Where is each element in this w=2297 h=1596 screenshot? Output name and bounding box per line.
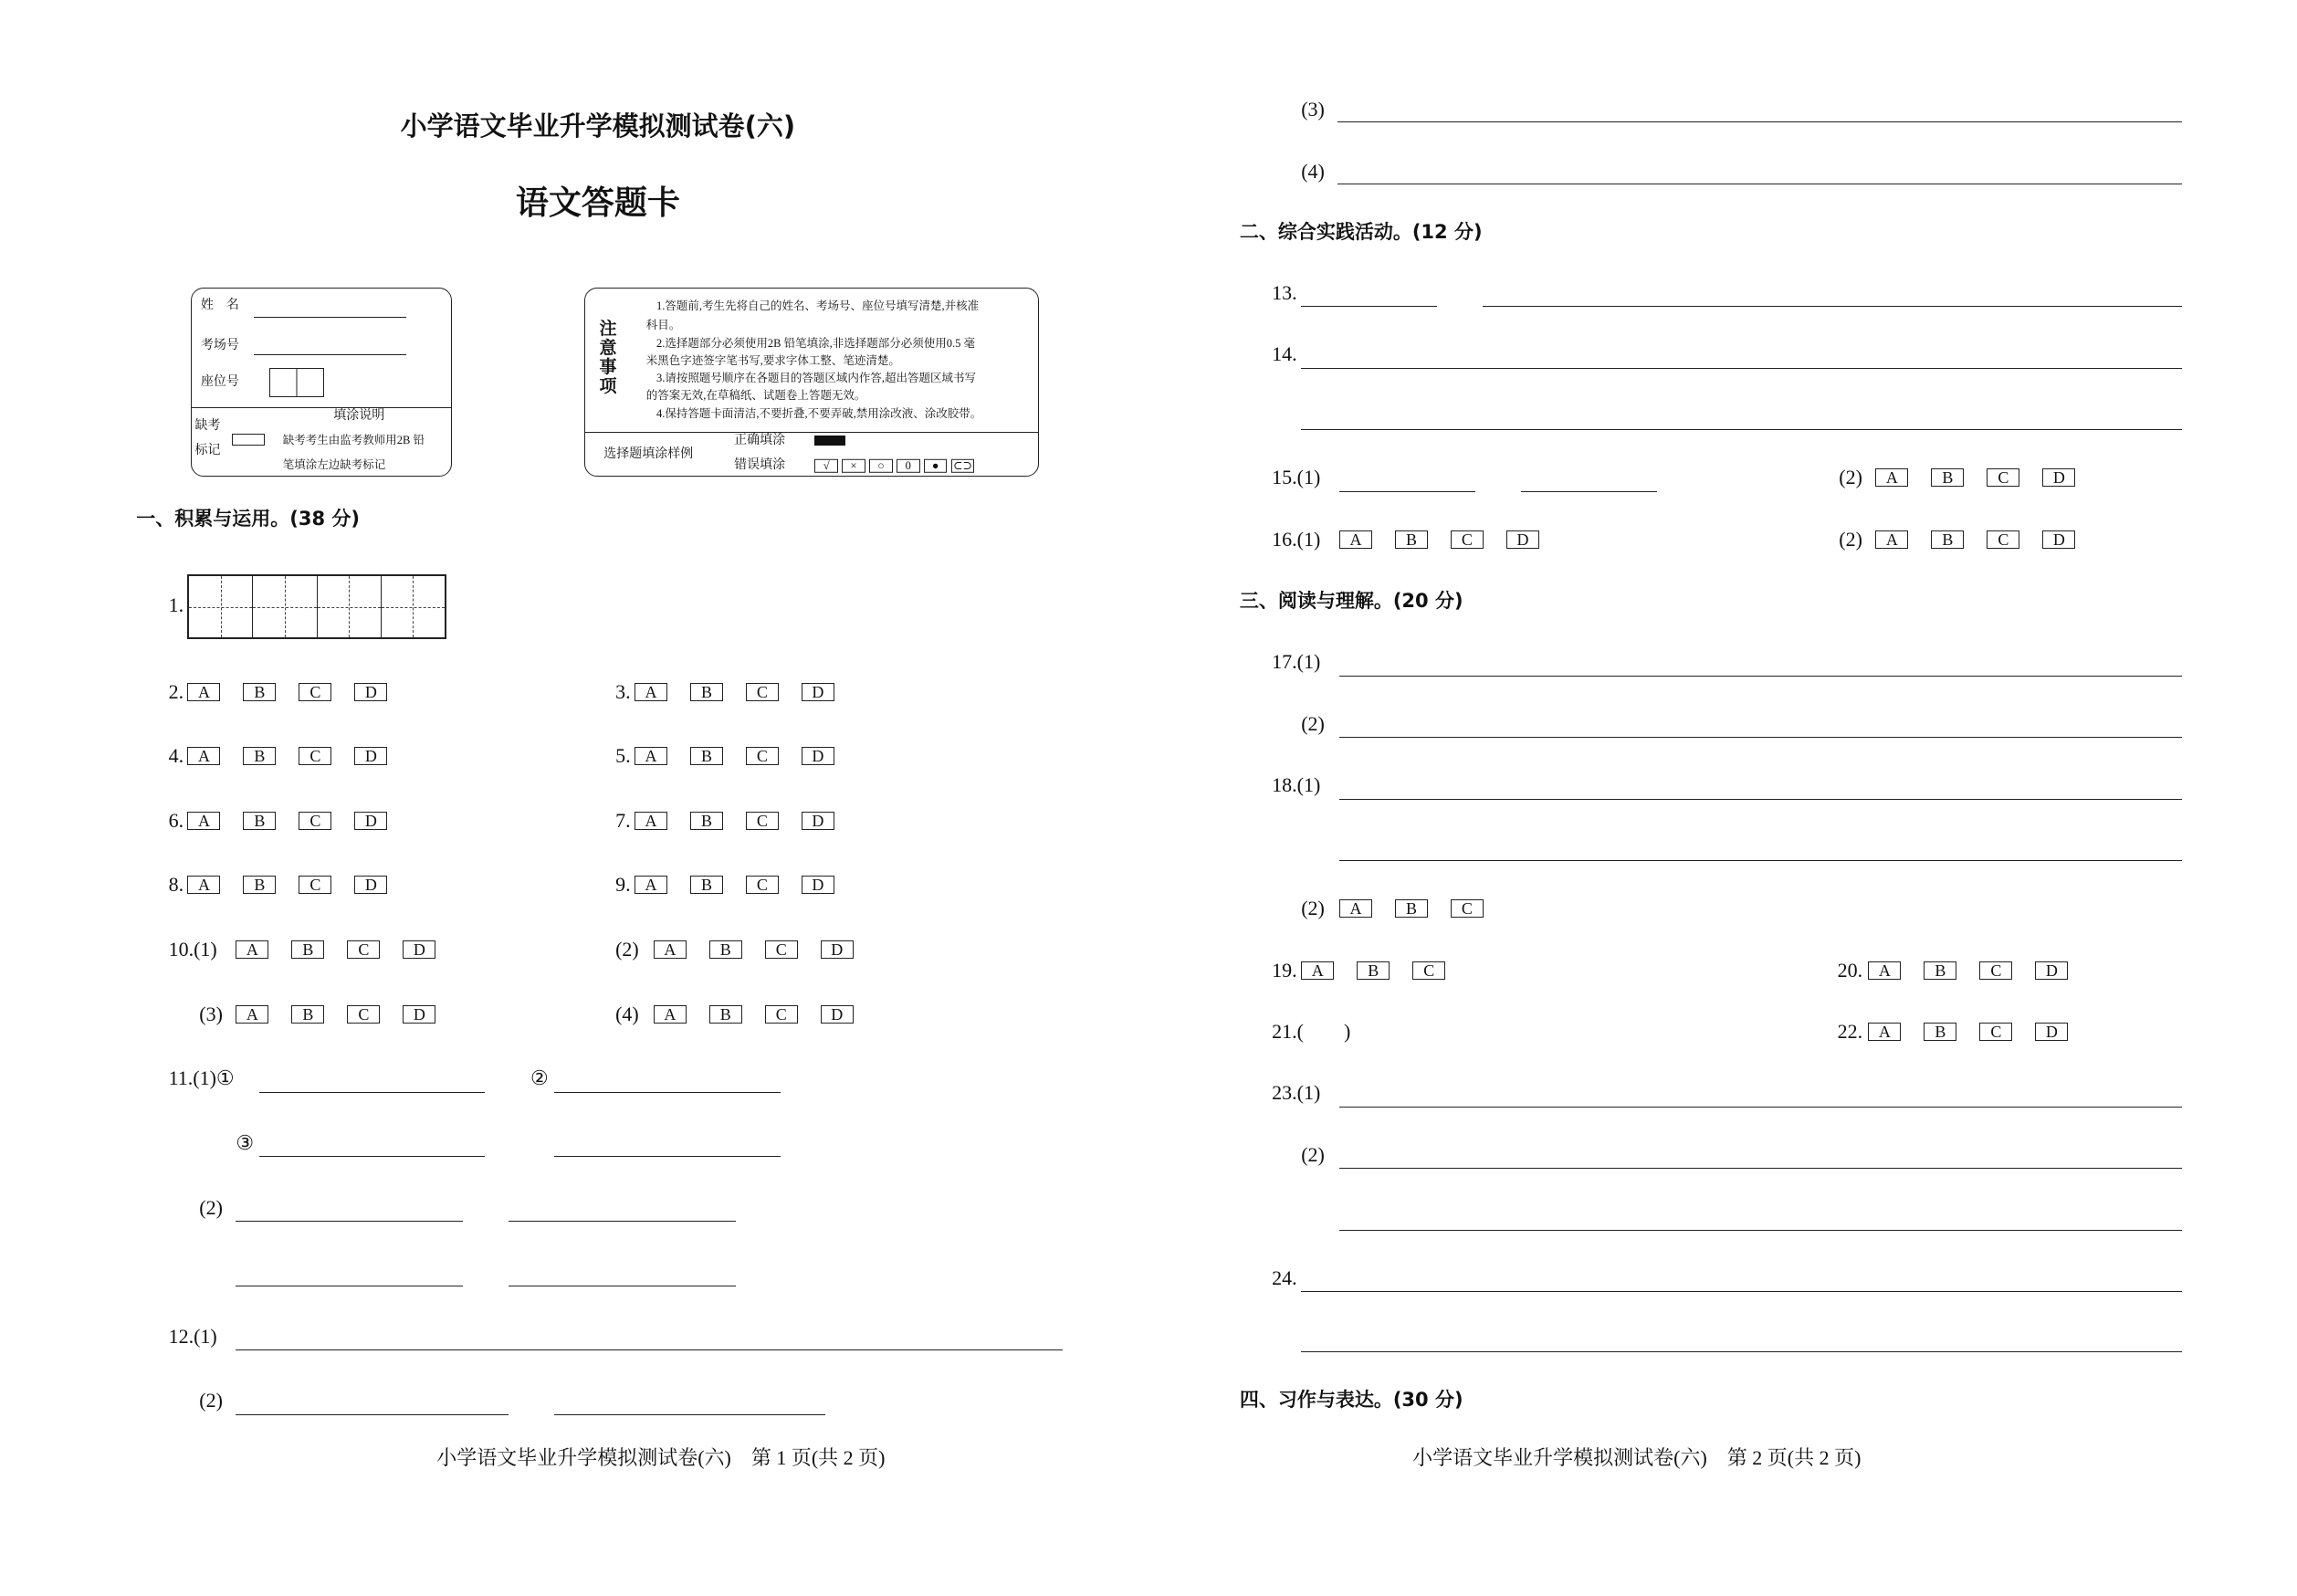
wrong-fill-mark: 0 [897,459,920,472]
option-a[interactable]: A [1875,530,1908,549]
option-d[interactable]: D [802,747,834,765]
section-heading-4: 四、习作与表达。(30 分) [1239,1388,1463,1411]
notice-heading: 注意事项 [599,319,617,396]
answer-line[interactable] [236,1221,463,1222]
answer-line[interactable] [259,1156,485,1157]
q7-label: 7. [615,808,631,832]
answer-line[interactable] [1339,799,2182,800]
section-heading-1: 一、积累与运用。(38 分) [136,508,360,530]
q12-1-label: 12.(1) [168,1324,217,1348]
notice-line: 2.选择题部分必须使用2B 铅笔填涂,非选择题部分必须使用0.5 毫 [656,336,975,350]
q10-2-label: (2) [615,938,639,961]
option-b[interactable]: B [690,747,723,765]
q1-label: 1. [168,593,184,616]
answer-line[interactable] [1339,860,2182,861]
q11-circle2-label: ② [530,1066,549,1090]
option-d[interactable]: D [821,1005,854,1024]
section-heading-2: 二、综合实践活动。(12 分) [1239,220,1483,243]
option-a[interactable]: A [187,812,220,830]
seat-number-box[interactable] [269,368,323,397]
option-a[interactable]: A [1339,899,1372,918]
q22-label: 22. [1837,1019,1863,1043]
q14-label: 14. [1272,342,1297,366]
exam-room-label: 考场号 [200,338,239,352]
grid-cell[interactable] [253,576,317,637]
option-c[interactable]: C [1412,961,1445,980]
fill-instructions-title: 填涂说明 [333,408,385,423]
option-c[interactable]: C [299,812,331,830]
option-d[interactable]: D [802,876,834,894]
option-d[interactable]: D [354,876,387,894]
answer-line[interactable] [554,1092,781,1093]
option-b[interactable]: B [243,876,276,894]
option-d[interactable]: D [354,747,387,765]
answer-line[interactable] [1301,429,2182,430]
q16-2-label: (2) [1839,527,1862,551]
option-d[interactable]: D [354,683,387,701]
answer-line[interactable] [1339,737,2182,738]
option-a[interactable]: A [236,1005,268,1024]
notice-line: 3.请按照题号顺序在各题目的答题区域内作答,超出答题区域书写 [656,372,977,385]
option-b[interactable]: B [1924,1023,1956,1041]
option-b[interactable]: B [1395,899,1428,918]
q11-1-label: 11.(1)① [168,1066,235,1090]
name-field[interactable] [254,317,406,318]
option-c[interactable]: C [347,1005,380,1024]
answer-line[interactable] [554,1414,825,1415]
answer-line[interactable] [1339,1107,2182,1108]
page-title: 小学语文毕业升学模拟测试卷(六) [400,110,796,142]
option-b[interactable]: B [709,1005,742,1024]
absent-note: 笔填涂左边缺考标记 [282,457,386,471]
wrong-fill-mark: ⊂⊃ [951,459,975,472]
q11-circle3-label: ③ [236,1130,255,1154]
option-a[interactable]: A [1875,468,1908,487]
answer-line[interactable] [1339,491,1475,492]
option-d[interactable]: D [802,812,834,830]
option-a[interactable]: A [236,940,268,959]
q3-label: 3. [615,679,631,703]
wrong-fill-label: 错误填涂 [734,458,786,473]
answer-line[interactable] [509,1221,736,1222]
q12-2-label: (2) [199,1389,223,1412]
option-c[interactable]: C [1979,961,2012,980]
q24-label: 24. [1272,1265,1297,1289]
option-c[interactable]: C [1979,1023,2012,1041]
correct-fill-mark [814,436,845,446]
q2-label: 2. [168,679,184,703]
notice-line: 米黑色字迹签字笔书写,要求字体工整、笔迹清楚。 [645,353,900,367]
absent-mark-box[interactable] [232,434,266,446]
option-c[interactable]: C [299,876,331,894]
q15-1-label: 15.(1) [1272,466,1321,489]
q23-2-label: (2) [1301,1142,1325,1166]
option-b[interactable]: B [1931,468,1964,487]
answer-line[interactable] [1339,1168,2182,1169]
absent-note: 缺考考生由监考教师用2B 铅 [282,433,425,446]
option-a[interactable]: A [187,747,220,765]
option-d[interactable]: D [821,940,854,959]
q4-label: 4. [168,744,184,768]
card-title: 语文答题卡 [515,184,680,223]
wrong-fill-mark: × [842,459,865,472]
answer-line[interactable] [236,1349,1062,1350]
option-c[interactable]: C [1987,468,2019,487]
q10-3-label: (3) [199,1002,223,1025]
option-a[interactable]: A [1339,530,1372,549]
q9-label: 9. [615,873,631,897]
option-d[interactable]: D [2035,961,2068,980]
option-a[interactable]: A [654,940,687,959]
q19-label: 19. [1272,958,1297,982]
name-label: 姓 名 [200,299,239,313]
q17-1-label: 17.(1) [1272,650,1321,674]
option-b[interactable]: B [1931,530,1964,549]
q18-2-label: (2) [1301,897,1325,920]
answer-line[interactable] [1301,1351,2182,1352]
option-c[interactable]: C [746,812,779,830]
option-d[interactable]: D [403,940,435,959]
option-a[interactable]: A [635,747,667,765]
info-divider [191,407,452,408]
option-b[interactable]: B [690,683,723,701]
q21-label: 21.( ) [1272,1019,1351,1043]
option-c[interactable]: C [1987,530,2019,549]
q20-label: 20. [1837,958,1863,982]
answer-line[interactable] [1337,121,2181,122]
option-a[interactable]: A [1868,961,1901,980]
correct-fill-label: 正确填涂 [734,434,786,448]
answer-line[interactable] [1521,491,1657,492]
answer-line[interactable] [236,1414,509,1415]
notice-divider [584,432,1039,433]
q1-character-grid[interactable] [187,574,446,639]
fill-example-label: 选择题填涂样例 [603,446,694,461]
option-c[interactable]: C [1451,530,1484,549]
q18-1-label: 18.(1) [1272,773,1321,797]
notice-line: 1.答题前,考生先将自己的姓名、考场号、座位号填写清楚,并核准 [656,299,980,313]
wrong-fill-mark: ○ [869,459,893,472]
option-b[interactable]: B [243,747,276,765]
q16-1-label: 16.(1) [1272,527,1321,551]
q23-1-label: 23.(1) [1272,1081,1321,1105]
exam-room-field[interactable] [254,354,406,355]
option-c[interactable]: C [299,683,331,701]
option-b[interactable]: B [690,812,723,830]
option-b[interactable]: B [1357,961,1390,980]
option-a[interactable]: A [635,812,667,830]
option-b[interactable]: B [291,1005,324,1024]
option-c[interactable]: C [299,747,331,765]
option-b[interactable]: B [690,876,723,894]
option-c[interactable]: C [746,747,779,765]
seat-label: 座位号 [200,374,239,389]
answer-line[interactable] [554,1156,781,1157]
answer-line[interactable] [1301,1291,2182,1292]
q8-label: 8. [168,873,184,897]
wrong-fill-mark: √ [814,459,838,472]
option-d[interactable]: D [2035,1023,2068,1041]
page-footer-2: 小学语文毕业升学模拟测试卷(六) 第 2 页(共 2 页) [1412,1445,1862,1469]
answer-line[interactable] [1339,1230,2182,1231]
q12-4-label: (4) [1301,159,1325,183]
option-a[interactable]: A [635,876,667,894]
option-d[interactable]: D [403,1005,435,1024]
q6-label: 6. [168,808,184,832]
option-b[interactable]: B [1924,961,1956,980]
option-b[interactable]: B [709,940,742,959]
option-d[interactable]: D [2042,468,2075,487]
option-d[interactable]: D [2042,530,2075,549]
q11-2-label: (2) [199,1195,223,1219]
notice-line: 科目。 [645,319,681,332]
q5-label: 5. [615,744,631,768]
option-a[interactable]: A [635,683,667,701]
option-a[interactable]: A [654,1005,687,1024]
option-a[interactable]: A [1301,961,1334,980]
q13-label: 13. [1272,281,1297,304]
option-c[interactable]: C [746,876,779,894]
answer-line[interactable] [1483,306,2182,307]
answer-line[interactable] [259,1092,485,1093]
wrong-fill-mark: ● [924,459,948,472]
option-a[interactable]: A [187,876,220,894]
option-c[interactable]: C [746,683,779,701]
answer-line[interactable] [1301,306,1437,307]
option-d[interactable]: D [802,683,834,701]
option-b[interactable]: B [1395,530,1428,549]
section-heading-3: 三、阅读与理解。(20 分) [1239,590,1463,613]
q15-2-label: (2) [1839,466,1862,489]
option-b[interactable]: B [243,683,276,701]
option-b[interactable]: B [291,940,324,959]
grid-cell[interactable] [382,576,445,637]
option-d[interactable]: D [1506,530,1539,549]
q10-4-label: (4) [615,1002,639,1025]
option-c[interactable]: C [347,940,380,959]
q12-3-label: (3) [1301,98,1325,121]
notice-line: 4.保持答题卡面清洁,不要折叠,不要弄破,禁用涂改液、涂改胶带。 [656,406,982,420]
answer-line[interactable] [1339,676,2182,677]
absent-label: 缺考 [194,419,221,434]
option-b[interactable]: B [243,812,276,830]
option-c[interactable]: C [765,1005,798,1024]
notice-line: 的答案无效,在草稿纸、试题卷上答题无效。 [645,389,866,403]
q17-2-label: (2) [1301,711,1325,735]
grid-cell[interactable] [318,576,382,637]
answer-line[interactable] [1301,368,2182,369]
absent-label: 标记 [194,444,221,458]
option-d[interactable]: D [354,812,387,830]
option-a[interactable]: A [187,683,220,701]
option-a[interactable]: A [1868,1023,1901,1041]
option-c[interactable]: C [1451,899,1484,918]
grid-cell[interactable] [189,576,253,637]
page-footer-1: 小学语文毕业升学模拟测试卷(六) 第 1 页(共 2 页) [436,1445,886,1469]
option-c[interactable]: C [765,940,798,959]
q10-1-label: 10.(1) [168,938,217,961]
